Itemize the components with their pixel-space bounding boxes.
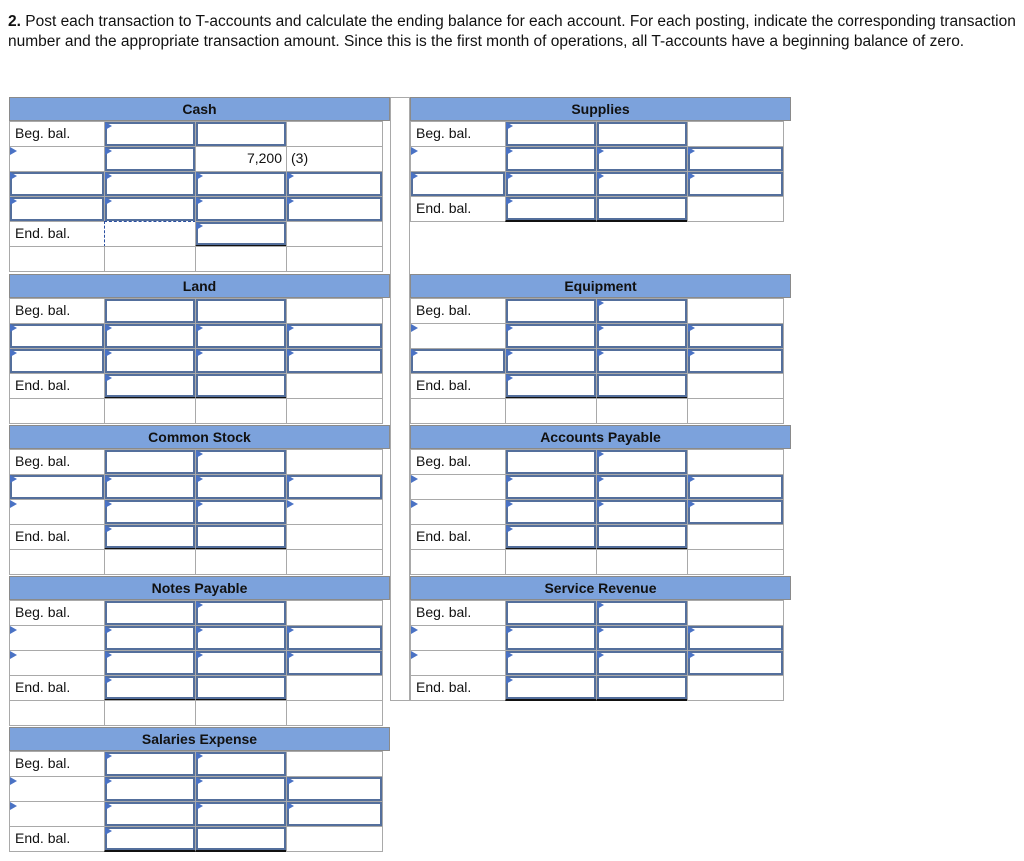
debit-amount-input[interactable]: [104, 449, 196, 475]
debit-ref-input[interactable]: [410, 171, 506, 197]
credit-ref-input[interactable]: [687, 323, 784, 349]
debit-amount-input[interactable]: [195, 121, 287, 147]
empty-cell: [286, 221, 383, 247]
empty-cell: [195, 549, 287, 575]
end-bal-label: End. bal.: [9, 675, 105, 701]
credit-amount-input[interactable]: [195, 449, 287, 475]
empty-cell: [9, 549, 105, 575]
empty-cell: [195, 246, 287, 272]
account-title: Accounts Payable: [410, 425, 791, 449]
ending-balance-amount-input[interactable]: [596, 524, 688, 550]
empty-cell: [687, 398, 784, 424]
end-bal-label: End. bal.: [9, 524, 105, 550]
credit-cell: [286, 121, 383, 147]
debit-ref-input[interactable]: [410, 650, 506, 676]
t-account-common-stock: [9, 425, 390, 574]
debit-amount-input[interactable]: [505, 600, 597, 626]
empty-cell: [9, 246, 105, 272]
credit-cell: [286, 298, 383, 324]
empty-cell: [687, 675, 784, 701]
debit-amount-input[interactable]: [505, 474, 597, 500]
debit-amount-input[interactable]: [104, 348, 196, 374]
beg-bal-label: Beg. bal.: [410, 600, 506, 626]
debit-amount-input[interactable]: [104, 625, 196, 651]
credit-amount-input[interactable]: [195, 499, 287, 525]
credit-amount-input[interactable]: [596, 298, 688, 324]
debit-ref-input[interactable]: [9, 146, 105, 172]
empty-cell: [195, 700, 287, 726]
empty-cell: [195, 398, 287, 424]
credit-amount-input[interactable]: [195, 625, 287, 651]
empty-cell: [286, 826, 383, 852]
end-bal-label: End. bal.: [9, 826, 105, 852]
credit-ref-input[interactable]: [687, 650, 784, 676]
debit-amount-input[interactable]: [104, 298, 196, 324]
ending-balance-input[interactable]: [104, 524, 196, 550]
credit-amount-input[interactable]: [195, 801, 287, 827]
beg-bal-label: Beg. bal.: [410, 298, 506, 324]
debit-amount-input[interactable]: [104, 171, 196, 197]
instructions: [8, 12, 1016, 52]
debit-ref-input[interactable]: [9, 650, 105, 676]
account-title: Notes Payable: [9, 576, 390, 600]
t-account-equipment: [410, 274, 791, 423]
account-title: Common Stock: [9, 425, 390, 449]
end-bal-label: End. bal.: [410, 524, 506, 550]
ending-balance-input[interactable]: [505, 675, 597, 701]
empty-cell: [9, 700, 105, 726]
ending-balance-amount-input[interactable]: [596, 675, 688, 701]
credit-ref-input[interactable]: [286, 499, 383, 525]
credit-amount-input[interactable]: [596, 146, 688, 172]
credit-amount-input[interactable]: [195, 474, 287, 500]
ending-balance-amount-input[interactable]: [596, 373, 688, 399]
debit-amount-input[interactable]: [104, 751, 196, 777]
credit-amount-input[interactable]: [596, 499, 688, 525]
debit-amount-input[interactable]: [505, 499, 597, 525]
empty-cell: [286, 675, 383, 701]
credit-ref-input[interactable]: [687, 348, 784, 374]
debit-amount-input[interactable]: [505, 650, 597, 676]
t-account-salaries-expense: [9, 727, 390, 851]
credit-ref-input[interactable]: [687, 146, 784, 172]
empty-cell: [687, 196, 784, 222]
t-account-accounts-payable: [410, 425, 791, 574]
empty-cell: [596, 398, 688, 424]
debit-amount-input[interactable]: [104, 499, 196, 525]
debit-amount-input[interactable]: [505, 625, 597, 651]
ending-balance-input[interactable]: [104, 826, 196, 852]
credit-amount: [195, 146, 287, 172]
debit-amount-input[interactable]: [104, 196, 196, 222]
debit-ref-input[interactable]: [410, 323, 506, 349]
credit-amount-input[interactable]: [596, 348, 688, 374]
account-title: Supplies: [410, 97, 791, 121]
credit-ref-input[interactable]: [286, 801, 383, 827]
debit-amount-input[interactable]: [104, 650, 196, 676]
empty-cell: [286, 398, 383, 424]
debit-ref-input[interactable]: [410, 146, 506, 172]
empty-cell: [286, 373, 383, 399]
empty-cell: [104, 398, 196, 424]
t-account-supplies: [410, 97, 791, 221]
debit-amount-input[interactable]: [104, 600, 196, 626]
debit-ref-input[interactable]: [9, 625, 105, 651]
debit-amount-input[interactable]: [505, 449, 597, 475]
credit-amount-input[interactable]: [596, 474, 688, 500]
credit-cell: [286, 751, 383, 777]
account-title: Salaries Expense: [9, 727, 390, 751]
debit-amount-input[interactable]: [104, 323, 196, 349]
account-title: Land: [9, 274, 390, 298]
debit-ref-input[interactable]: [9, 499, 105, 525]
debit-amount-input[interactable]: [104, 474, 196, 500]
t-account-cash: [9, 97, 390, 271]
credit-cell: [286, 600, 383, 626]
credit-amount-input[interactable]: [195, 348, 287, 374]
t-account-land: [9, 274, 390, 423]
credit-amount-input[interactable]: [195, 776, 287, 802]
end-bal-label: End. bal.: [410, 675, 506, 701]
credit-ref-input[interactable]: [286, 776, 383, 802]
credit-amount-input[interactable]: [195, 650, 287, 676]
empty-cell: [687, 549, 784, 575]
empty-cell: [687, 373, 784, 399]
debit-amount-input[interactable]: [505, 323, 597, 349]
t-account-notes-payable: [9, 576, 390, 725]
credit-ref-input[interactable]: [286, 650, 383, 676]
empty-cell: [505, 398, 597, 424]
account-title: Cash: [9, 97, 390, 121]
debit-ref-input[interactable]: [9, 474, 105, 500]
credit-ref-input[interactable]: [286, 171, 383, 197]
debit-ref-input[interactable]: [9, 348, 105, 374]
empty-cell: [286, 549, 383, 575]
beg-bal-label: Beg. bal.: [9, 600, 105, 626]
credit-amount-input[interactable]: [596, 171, 688, 197]
empty-cell: [286, 524, 383, 550]
debit-amount-input[interactable]: [104, 776, 196, 802]
credit-amount-input[interactable]: [596, 650, 688, 676]
empty-cell: [286, 246, 383, 272]
credit-ref-input[interactable]: [286, 474, 383, 500]
empty-cell: [104, 700, 196, 726]
credit-ref: (3): [286, 146, 383, 172]
credit-amount-input[interactable]: [195, 196, 287, 222]
debit-ref-input[interactable]: [104, 121, 196, 147]
beg-bal-label: Beg. bal.: [9, 298, 105, 324]
instructions-text: Post each transaction to T-accounts and calculate the ending balance for each account. For each posting, indicate the corresponding transaction number and the appropriate transaction amount. Since this is the first month of operations, all T-accounts have a beginning balance of zero.: [8, 13, 1016, 50]
empty-cell: [104, 246, 196, 272]
credit-cell: [286, 449, 383, 475]
ending-balance-input[interactable]: [505, 373, 597, 399]
credit-ref-input[interactable]: [687, 171, 784, 197]
end-bal-label: End. bal.: [9, 373, 105, 399]
debit-ref-input[interactable]: [410, 474, 506, 500]
question-number: 2.: [8, 13, 21, 30]
debit-amount-input[interactable]: [505, 121, 597, 147]
debit-amount-input[interactable]: [104, 146, 196, 172]
beg-bal-label: Beg. bal.: [9, 121, 105, 147]
debit-ref-input[interactable]: [9, 776, 105, 802]
debit-amount-input[interactable]: [505, 298, 597, 324]
credit-cell: [687, 600, 784, 626]
credit-amount-value: 7,200: [246, 150, 282, 166]
credit-amount-input[interactable]: [596, 121, 688, 147]
debit-ref-input[interactable]: [9, 196, 105, 222]
account-title: Equipment: [410, 274, 791, 298]
credit-amount-input[interactable]: [195, 298, 287, 324]
ending-balance-input[interactable]: [505, 196, 597, 222]
beg-bal-label: Beg. bal.: [410, 121, 506, 147]
credit-ref-input[interactable]: [286, 196, 383, 222]
end-bal-label: End. bal.: [410, 196, 506, 222]
credit-amount-input[interactable]: [195, 171, 287, 197]
credit-amount-input[interactable]: [195, 600, 287, 626]
credit-amount-input[interactable]: [596, 323, 688, 349]
credit-ref-input[interactable]: [687, 474, 784, 500]
empty-cell: [687, 524, 784, 550]
credit-ref-input[interactable]: [286, 625, 383, 651]
ending-balance-amount-input[interactable]: [195, 826, 287, 852]
empty-cell: [104, 549, 196, 575]
debit-ref-input[interactable]: [9, 323, 105, 349]
credit-amount-input[interactable]: [195, 751, 287, 777]
empty-cell: [596, 549, 688, 575]
beg-bal-label: Beg. bal.: [9, 751, 105, 777]
credit-amount-input[interactable]: [195, 323, 287, 349]
credit-ref-input[interactable]: [687, 499, 784, 525]
ending-balance-amount-input[interactable]: [596, 196, 688, 222]
credit-amount-input[interactable]: [596, 449, 688, 475]
credit-amount-input[interactable]: [596, 625, 688, 651]
debit-ref-input[interactable]: [9, 801, 105, 827]
empty-cell: [286, 700, 383, 726]
credit-ref-input[interactable]: [687, 625, 784, 651]
credit-amount-input[interactable]: [596, 600, 688, 626]
ending-balance-input[interactable]: [104, 221, 196, 247]
debit-ref-input[interactable]: [410, 348, 506, 374]
end-bal-label: End. bal.: [410, 373, 506, 399]
end-bal-label: End. bal.: [9, 221, 105, 247]
empty-cell: [505, 549, 597, 575]
ending-balance-input[interactable]: [104, 373, 196, 399]
beg-bal-label: Beg. bal.: [410, 449, 506, 475]
ending-balance-input[interactable]: [505, 524, 597, 550]
ending-balance-amount-input[interactable]: [195, 675, 287, 701]
ending-balance-amount-input[interactable]: [195, 221, 287, 247]
debit-ref-input[interactable]: [410, 625, 506, 651]
debit-ref-input[interactable]: [410, 499, 506, 525]
empty-cell: [410, 398, 506, 424]
debit-amount-input[interactable]: [505, 171, 597, 197]
ending-balance-input[interactable]: [104, 675, 196, 701]
debit-ref-input[interactable]: [9, 171, 105, 197]
account-title: Service Revenue: [410, 576, 791, 600]
credit-cell: [687, 121, 784, 147]
credit-cell: [687, 298, 784, 324]
empty-cell: [410, 549, 506, 575]
credit-cell: [687, 449, 784, 475]
ending-balance-amount-input[interactable]: [195, 524, 287, 550]
debit-amount-input[interactable]: [505, 146, 597, 172]
beg-bal-label: Beg. bal.: [9, 449, 105, 475]
t-account-service-revenue: [410, 576, 791, 700]
empty-cell: [9, 398, 105, 424]
debit-amount-input[interactable]: [104, 801, 196, 827]
debit-amount-input[interactable]: [505, 348, 597, 374]
ending-balance-amount-input[interactable]: [195, 373, 287, 399]
credit-ref-input[interactable]: [286, 348, 383, 374]
credit-ref-input[interactable]: [286, 323, 383, 349]
column-separator: [390, 97, 410, 701]
